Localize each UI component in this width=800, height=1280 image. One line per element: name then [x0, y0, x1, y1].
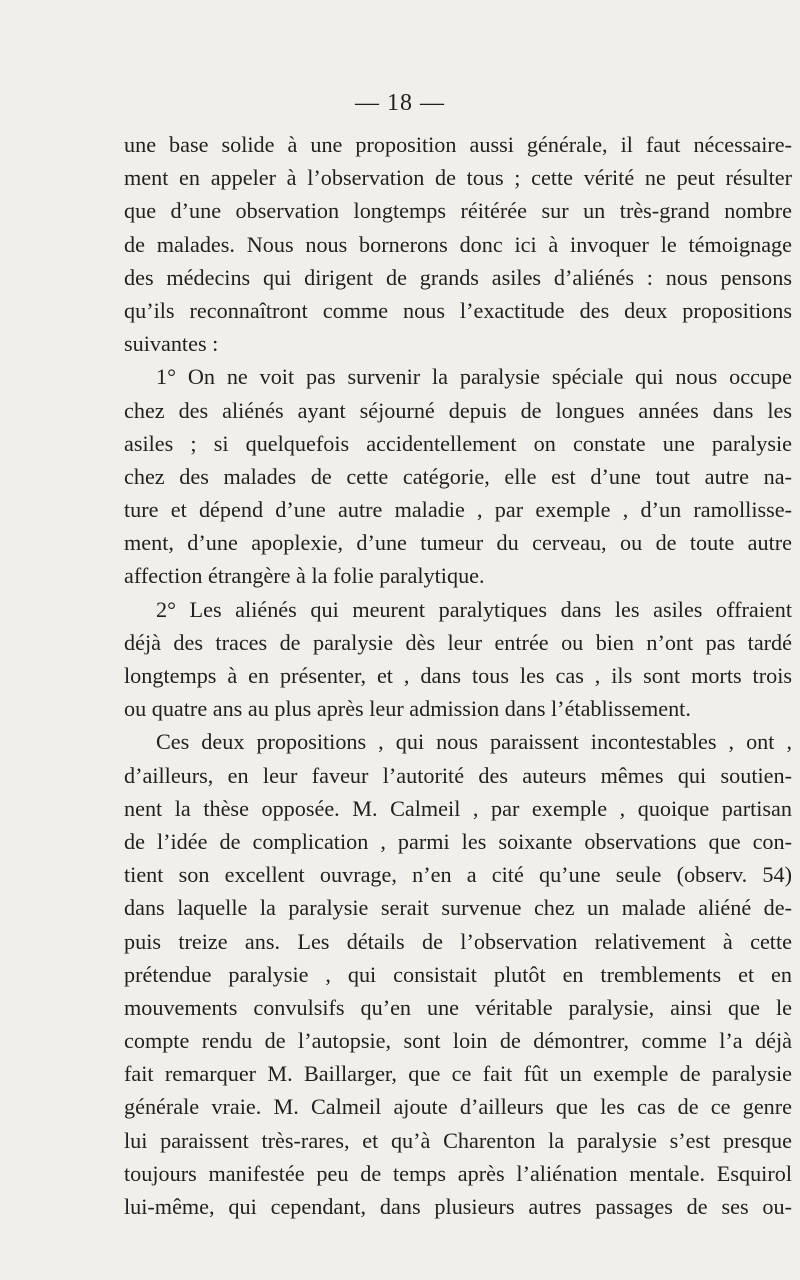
text-line: fait remarquer M. Baillarger, que ce fait fût un exemple de paralysie — [124, 1061, 792, 1087]
text-line: tient son excellent ouvrage, n’en a cité qu’une seule (observ. 54) — [124, 862, 792, 888]
text-line: une base solide à une proposition aussi générale, il faut nécessaire- — [124, 132, 792, 157]
text-line: puis treize ans. Les détails de l’observation relativement à cette — [124, 928, 792, 954]
text-line: d’ailleurs, en leur faveur l’autorité des auteurs mêmes qui soutien- — [124, 762, 792, 788]
text-line: compte rendu de l’autopsie, sont loin de démontrer, comme l’a déjà — [124, 1028, 792, 1054]
body-text — [124, 128, 792, 1223]
text-line: lui paraissent très-rares, et qu’à Charenton la paralysie s’est presque — [124, 1127, 792, 1153]
text-line: lui-même, qui cependant, dans plusieurs autres passages de ses ou- — [124, 1194, 792, 1219]
text-line: de malades. Nous nous bornerons donc ici à invoquer le témoignage — [124, 231, 792, 257]
text-line: ment, d’une apoplexie, d’une tumeur du cerveau, ou de toute autre — [124, 530, 792, 556]
text-line: des médecins qui dirigent de grands asiles d’aliénés : nous pensons — [124, 264, 792, 290]
text-line: toujours manifestée peu de temps après l’aliénation mentale. Esquirol — [124, 1160, 792, 1186]
text-line: Ces deux propositions , qui nous paraissent incontestables , ont , — [156, 729, 792, 755]
text-line: asiles ; si quelquefois accidentellement on constate une paralysie — [124, 430, 792, 456]
text-line: déjà des traces de paralysie dès leur entrée ou bien n’ont pas tardé — [124, 629, 792, 655]
text-line: nent la thèse opposée. M. Calmeil , par exemple , quoique partisan — [124, 795, 792, 821]
text-line: de l’idée de complication , parmi les soixante observations que con- — [124, 828, 792, 854]
text-line: qu’ils reconnaîtront comme nous l’exactitude des deux propositions — [124, 297, 792, 323]
text-line: dans laquelle la paralysie serait survenue chez un malade aliéné de- — [124, 895, 792, 921]
text-line: ment en appeler à l’observation de tous ; cette vérité ne peut résulter — [124, 165, 792, 191]
page-number: — 18 — — [355, 90, 445, 116]
text-line: chez des malades de cette catégorie, elle est d’une tout autre na- — [124, 463, 792, 489]
text-line: ture et dépend d’une autre maladie , par exemple , d’un ramollisse- — [124, 497, 792, 523]
text-line: que d’une observation longtemps réitérée sur un très-grand nombre — [124, 198, 792, 224]
text-line: 1° On ne voit pas survenir la paralysie spéciale qui nous occupe — [156, 364, 792, 390]
text-line: ou quatre ans au plus après leur admission dans l’établissement. — [124, 696, 691, 722]
text-line: longtemps à en présenter, et , dans tous les cas , ils sont morts trois — [124, 663, 792, 688]
text-line: prétendue paralysie , qui consistait plutôt en tremblements et en — [124, 961, 792, 987]
text-line: suivantes : — [124, 331, 219, 357]
text-line: mouvements convulsifs qu’en une véritable paralysie, ainsi que le — [124, 994, 792, 1020]
text-line: générale vraie. M. Calmeil ajoute d’ailleurs que les cas de ce genre — [124, 1094, 792, 1120]
text-line: 2° Les aliénés qui meurent paralytiques dans les asiles offraient — [156, 596, 792, 622]
text-line: affection étrangère à la folie paralytique. — [124, 563, 485, 589]
text-line: chez des aliénés ayant séjourné depuis de longues années dans les — [124, 397, 792, 423]
